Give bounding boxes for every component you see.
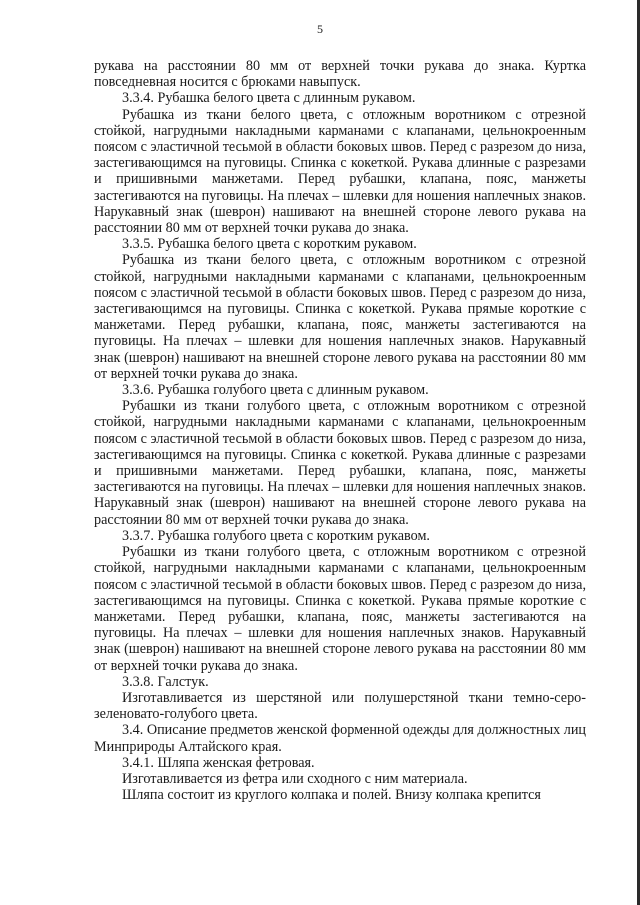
- section-heading-3-3-5: 3.3.5. Рубашка белого цвета с коротким рукавом.: [122, 236, 417, 253]
- paragraph-white-shirt-short: Рубашка из ткани белого цвета, с отложным воротником с отрезной стойкой, нагрудными накладными карманами с клапанами, цельнокроенным поясом с эластичной тесьмой в области боковых швов. Перед с разрезом до низа, застегивающимся на пуговицы. Спинка с кокеткой. Рукава прямые короткие с манжетами. Перед рубашки, клапана, пояс, манжеты застегиваются на пуговицы. На плечах – шлевки для ношения наплечных знаков. Нарукавный знак (шеврон) нашивают на внешней стороне левого рукава на расстоянии 80 мм от верхней точки рукава до знака.: [94, 252, 586, 382]
- section-heading-3-4: 3.4. Описание предметов женской форменной одежды для должностных лиц Минприроды Алтайского края.: [94, 722, 587, 755]
- section-heading-3-3-6: 3.3.6. Рубашка голубого цвета с длинным рукавом.: [122, 382, 429, 399]
- section-heading-3-4-1: 3.4.1. Шляпа женская фетровая.: [122, 754, 315, 771]
- section-heading-3-3-8: 3.3.8. Галстук.: [122, 673, 209, 690]
- paragraph-continuation: рукава на расстоянии 80 мм от верхней точки рукава до знака. Куртка повседневная носится с брюками навыпуск.: [94, 58, 586, 91]
- paragraph-white-shirt-long: Рубашка из ткани белого цвета, с отложным воротником с отрезной стойкой, нагрудными накладными карманами с клапанами, цельнокроенным поясом с эластичной тесьмой в области боковых швов. Перед с разрезом до низа, застегивающимся на пуговицы. Спинка с кокеткой. Рукава длинные с разрезами и пришивными манжетами. Перед рубашки, клапана, пояс, манжеты застегиваются на пуговицы. На плечах – шлевки для ношения наплечных знаков. Нарукавный знак (шеврон) нашивают на внешней стороне левого рукава на расстоянии 80 мм от верхней точки рукава до знака.: [94, 106, 586, 237]
- paragraph-blue-shirt-short: Рубашки из ткани голубого цвета, с отложным воротником с отрезной стойкой, нагрудными накладными карманами с клапанами, цельнокроенным поясом с эластичной тесьмой в области боковых швов. Перед с разрезом до низа, застегивающимся на пуговицы. Спинка с кокеткой. Рукава прямые короткие с манжетами. Перед рубашки, клапана, пояс, манжеты застегиваются на пуговицы. На плечах – шлевки для ношения наплечных знаков. Нарукавный знак (шеврон) нашивают на внешней стороне левого рукава на расстоянии 80 мм от верхней точки рукава до знака.: [94, 544, 586, 674]
- document-body: [94, 58, 586, 803]
- paragraph-tie: Изготавливается из шерстяной или полушерстяной ткани темно-серо-зеленовато-голубого цвета.: [94, 689, 586, 723]
- section-heading-3-3-4: 3.3.4. Рубашка белого цвета с длинным рукавом.: [122, 90, 416, 107]
- paragraph-hat-material: Изготавливается из фетра или сходного с ним материала.: [122, 770, 468, 787]
- paragraph-hat-structure: Шляпа состоит из круглого колпака и полей. Внизу колпака крепится: [122, 787, 541, 804]
- page-number: 5: [317, 22, 323, 36]
- paragraph-blue-shirt-long: Рубашки из ткани голубого цвета, с отложным воротником с отрезной стойкой, нагрудными накладными карманами с клапанами, цельнокроенным поясом с эластичной тесьмой в области боковых швов. Перед с разрезом до низа, застегивающимся на пуговицы. Спинка с кокеткой. Рукава длинные с разрезами и пришивными манжетами. Перед рубашки, клапана, пояс, манжеты застегиваются на пуговицы. На плечах – шлевки для ношения наплечных знаков. Нарукавный знак (шеврон) нашивают на внешней стороне левого рукава на расстоянии 80 мм от верхней точки рукава до знака.: [94, 398, 586, 528]
- section-heading-3-3-7: 3.3.7. Рубашка голубого цвета с коротким рукавом.: [122, 527, 430, 544]
